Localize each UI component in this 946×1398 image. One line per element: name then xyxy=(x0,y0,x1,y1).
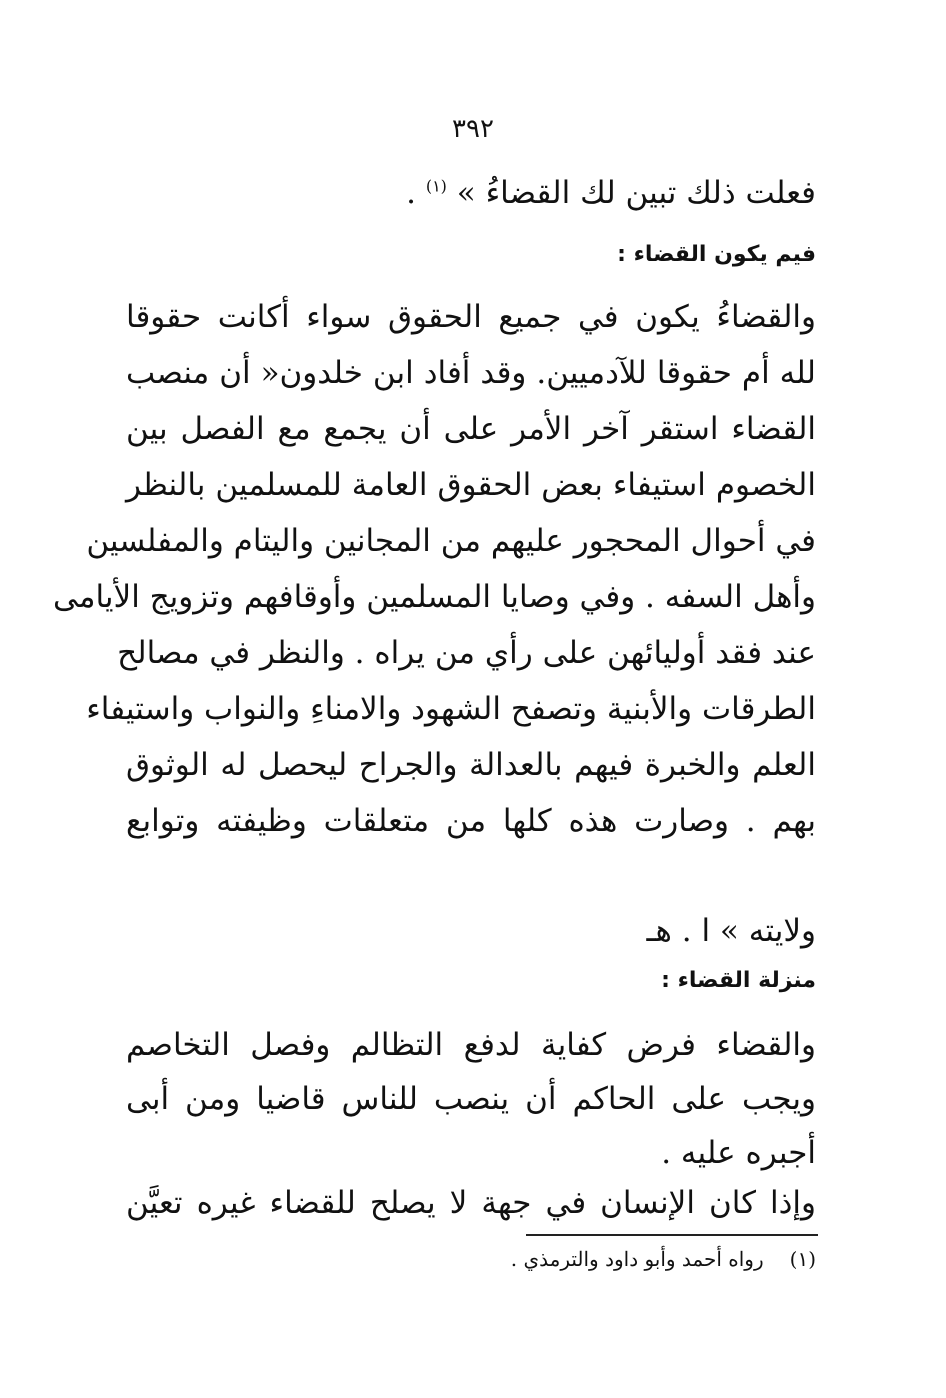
intro-end: . xyxy=(406,175,426,211)
section-heading-status: منزلة القضاء : xyxy=(661,968,816,993)
paragraph-line: أجبره عليه . xyxy=(661,1135,816,1171)
paragraph-line: في أحوال المحجور عليهم من المجانين واليتام والمفلسين xyxy=(86,523,816,559)
paragraph-line: العلم والخبرة فيهم بالعدالة والجراح ليحصل له الوثوق xyxy=(126,747,816,783)
page-number: ٣٩٢ xyxy=(452,114,494,144)
paragraph-line: وإذا كان الإنسان في جهة لا يصلح للقضاء غيره تعيَّن xyxy=(126,1185,816,1221)
paragraph-line: بهم . وصارت هذه كلها من متعلقات وظيفته وتوابع xyxy=(126,803,816,839)
paragraph-line: ويجب على الحاكم أن ينصب للناس قاضيا ومن أبى xyxy=(126,1081,816,1117)
footnote-divider xyxy=(526,1234,818,1236)
section-heading-jurisdiction: فيم يكون القضاء : xyxy=(617,242,816,267)
intro-text: فعلت ذلك تبين لك القضاءُ » xyxy=(446,175,816,211)
paragraph-line: لله أم حقوقا للآدميين. وقد أفاد ابن خلدون« أن منصب xyxy=(126,355,816,391)
paragraph-line: ولايته » ا . هـ xyxy=(646,913,816,949)
paragraph-line: والقضاء فرض كفاية لدفع التظالم وفصل التخاصم xyxy=(126,1027,816,1063)
footnote-reference: (١) xyxy=(425,176,447,196)
paragraph-line: وأهل السفه . وفي وصايا المسلمين وأوقافهم وتزويج الأيامى xyxy=(53,579,816,615)
paragraph-line: الطرقات والأبنية وتصفح الشهود والامناءِ والنواب واستيفاء xyxy=(86,691,816,727)
footnote xyxy=(511,1244,816,1274)
paragraph-line: عند فقد أوليائهن على رأي من يراه . والنظر في مصالح xyxy=(117,635,816,671)
paragraph-line: الخصوم استيفاء بعض الحقوق العامة للمسلمين بالنظر xyxy=(126,467,816,503)
footnote-text: رواه أحمد وأبو داود والترمذي . xyxy=(510,1247,764,1271)
intro-line xyxy=(406,168,816,218)
paragraph-line: والقضاءُ يكون في جميع الحقوق سواء أكانت حقوقا xyxy=(126,299,816,335)
paragraph-line: القضاء استقر آخر الأمر على أن يجمع مع الفصل بين xyxy=(126,411,816,447)
footnote-number: (١) xyxy=(789,1247,816,1271)
